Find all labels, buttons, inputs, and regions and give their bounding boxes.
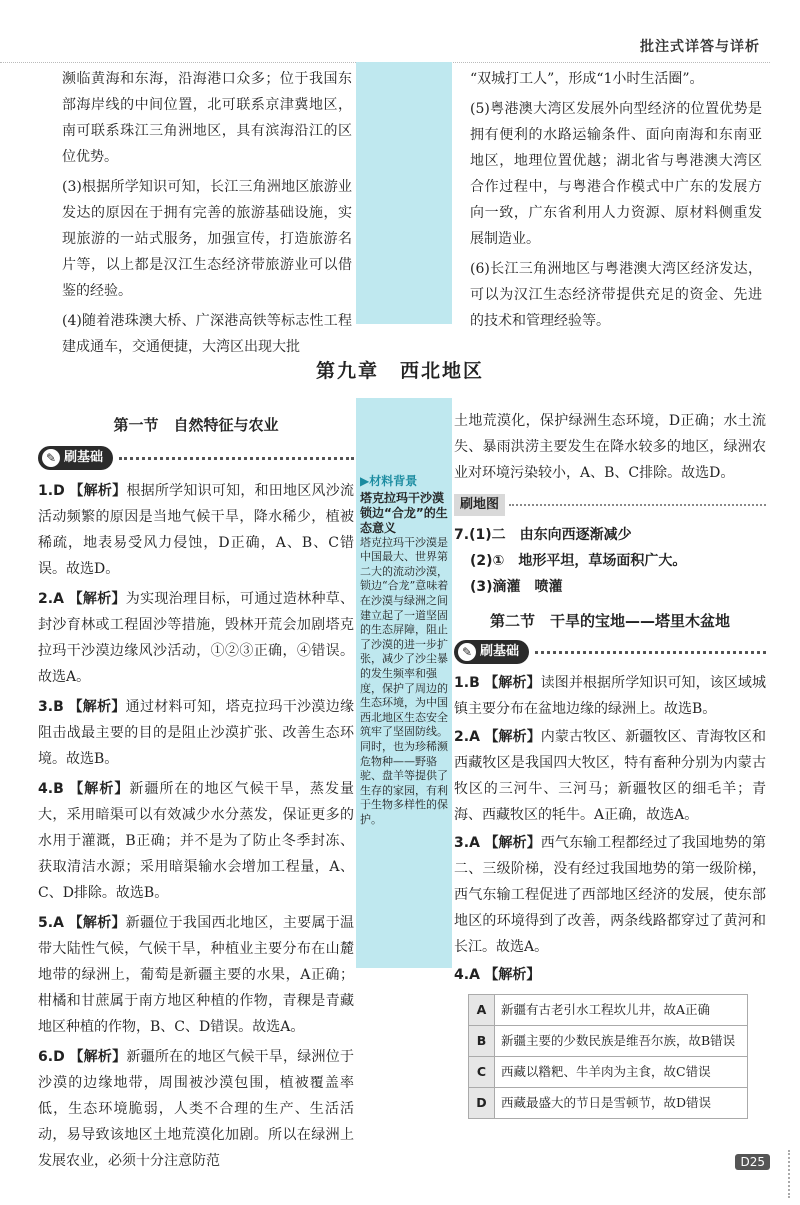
analysis-label: 【解析】 (68, 915, 126, 931)
question-number: 3. (38, 699, 54, 715)
analysis-text: 内蒙古牧区、新疆牧区、青海牧区和西藏牧区是我国四大牧区，特有畜种分别为内蒙古牧区的三河牛、三河马；新疆牧区的细毛羊；青海、西藏牧区的牦牛。A正确，故选A。 (454, 729, 767, 823)
answer-item (454, 670, 766, 722)
option-text: 西藏以糌粑、牛羊肉为主食，故C错误 (495, 1057, 748, 1088)
table-row (469, 1088, 748, 1119)
brush-icon: ✎ (458, 643, 476, 661)
question-number: 2. (38, 591, 54, 607)
badge-row (454, 638, 766, 666)
paragraph: (4)随着港珠澳大桥、广深港高铁等标志性工程建成通车，交通便捷，大湾区出现大批 (62, 313, 352, 355)
option-letter: D (469, 1088, 495, 1119)
paragraph: “双城打工人”，形成“1小时生活圈”。 (470, 71, 704, 87)
chapter-title: 第九章 西北地区 (315, 360, 484, 382)
answer-letter: A (469, 729, 480, 745)
answer-part: 地形平坦，草场面积广大。 (518, 553, 687, 569)
analysis-text: 通过材料可知，塔克拉玛干沙漠边缘阻击战最主要的目的是阻止沙漠扩张、改善生态环境。故选B。 (38, 699, 355, 767)
map-label: 刷地图 (454, 494, 505, 516)
section-title: 第二节 干旱的宝地——塔里木盆地 (489, 612, 730, 630)
analysis-label: 【解析】 (484, 967, 541, 983)
answer-part: 喷灌 (534, 579, 563, 595)
answer-part: (1)二 (469, 527, 506, 543)
answer-letter: B (53, 699, 64, 715)
map-row (454, 492, 766, 518)
answer-item (38, 1044, 354, 1174)
paragraph: (6)长江三角洲地区与粤港澳大湾区经济发达，可以为汉江生态经济带提供充足的资金、先进的技术和管理经验等。 (470, 261, 762, 329)
answer-part: (2)① (470, 553, 505, 569)
table-row (469, 995, 748, 1026)
answer-letter: A (53, 915, 64, 931)
brush-icon: ✎ (42, 449, 60, 467)
question-number: 1. (454, 675, 470, 691)
table-row (469, 1026, 748, 1057)
answer-letter: B (53, 781, 64, 797)
option-text: 新疆主要的少数民族是维吾尔族，故B错误 (495, 1026, 748, 1057)
analysis-text: 西气东输工程都经过了我国地势的第二、三级阶梯，没有经过我国地势的第一级阶梯，西气东输工程促进了西部地区经济的发展，使东部地区的环境得到了改善，两条线路都穿过了黄河和长江。故选A。 (454, 835, 767, 955)
answer-letter: A (53, 591, 64, 607)
side-note-body: 塔克拉玛干沙漠是中国最大、世界第二大的流动沙漠，锁边“合龙”意味着在沙漠与绿洲之间建立起了一道坚固的生态屏障，阻止了沙漠的进一步扩张，减少了沙尘暴的发生频率和强度，保护了周边的生态环境，为中国西北地区生态安全筑牢了坚固防线。同时，也为珍稀濒危物种——野骆驼、盘羊等提供了生存的家园，有利于生物多样性的保护。 (360, 535, 449, 826)
analysis-label: 【解析】 (484, 835, 541, 851)
header-tag: 批注式详答与详析 (640, 39, 760, 55)
analysis-text: 新疆所在的地区气候干旱，绿洲位于沙漠的边缘地带，周围被沙漠包围，植被覆盖率低，生态环境脆弱，人类不合理的生产、生活活动，易导致该地区土地荒漠化加剧。所以在绿洲上发展农业，必须十分注意防范 (38, 1049, 355, 1169)
analysis-label: 【解析】 (69, 781, 130, 797)
question-number: 1. (38, 483, 54, 499)
option-letter: A (469, 995, 495, 1026)
answer-letter: D (53, 483, 65, 499)
dotted-rule (509, 504, 766, 506)
answer-letter: A (469, 967, 480, 983)
answer-part: (3)滴灌 (470, 579, 521, 595)
side-note-title: 塔克拉玛干沙漠锁边“合龙”的生态意义 (360, 490, 448, 535)
question-number: 5. (38, 915, 54, 931)
answer-item (38, 586, 354, 690)
answer-item (454, 830, 766, 960)
option-text: 新疆有古老引水工程坎儿井，故A正确 (495, 995, 748, 1026)
analysis-label: 【解析】 (68, 591, 126, 607)
mid-strip-top (356, 62, 452, 324)
q7-line1 (454, 522, 766, 548)
q7-line3 (454, 574, 766, 600)
right-lower-column (454, 408, 766, 1119)
analysis-text: 新疆位于我国西北地区，主要属于温带大陆性气候，气候干旱，种植业主要分布在山麓地带的绿洲上，葡萄是新疆主要的水果，A正确；柑橘和甘蔗属于南方地区种植的作物，青稞是青藏地区种植的作物，B、C、D错误。故选A。 (38, 915, 355, 1035)
analysis-text: 根据所学知识可知，和田地区风沙流活动频繁的原因是当地气候干旱，降水稀少，植被稀疏，地表易受风力侵蚀，D正确，A、B、C错误。故选D。 (38, 483, 355, 577)
answer-letter: A (469, 835, 480, 851)
q7-line2 (454, 548, 766, 574)
analysis-text: 新疆所在的地区气候干旱，蒸发量大，采用暗渠可以有效减少水分蒸发，保证更多的水用于灌溉，B正确；并不是为了防止冬季封冻、获取清洁水源；采用暗渠输水会增加工程量，A、C、D排除。故选B。 (38, 781, 355, 901)
section1-column (38, 412, 354, 1174)
analysis-label: 【解析】 (484, 675, 541, 691)
shua-badge (38, 446, 113, 470)
badge-label: 刷基础 (480, 644, 520, 659)
analysis-label: 【解析】 (69, 483, 127, 499)
answer-part: 由东向西逐渐减少 (519, 527, 632, 543)
page-number: D25 (735, 1154, 770, 1170)
answer-item (454, 724, 766, 828)
answer-item (38, 910, 354, 1040)
top-left-column (62, 66, 352, 360)
option-letter: C (469, 1057, 495, 1088)
answer-letter: D (53, 1049, 65, 1065)
answer-item (38, 694, 354, 772)
paragraph: (5)粤港澳大湾区发展外向型经济的位置优势是拥有便利的水路运输条件、面向南海和东南亚地区，地理位置优越；湖北省与粤港澳大湾区合作过程中，与粤港合作模式中广东的发展方向一致，广东省利用人力资源、原材料侧重发展制造业。 (470, 101, 762, 247)
dotted-rule (119, 457, 354, 460)
paragraph: (3)根据所学知识可知，长江三角洲地区旅游业发达的原因在于拥有完善的旅游基础设施，实现旅游的一站式服务，加强宣传，打造旅游名片等，以上都是汉江生态经济带旅游业可以借鉴的经验。 (62, 179, 352, 299)
question-number: 7. (454, 527, 470, 543)
badge-row (38, 444, 354, 472)
question-number: 6. (38, 1049, 54, 1065)
table-row (469, 1057, 748, 1088)
question-number: 4. (454, 967, 470, 983)
option-text: 西藏最盛大的节日是雪顿节，故D错误 (495, 1088, 748, 1119)
paragraph: 濒临黄海和东海，沿海港口众多；位于我国东部海岸线的中间位置，北可联系京津冀地区，南可联系珠江三角洲地区，具有滨海沿江的区位优势。 (62, 71, 352, 165)
question-number: 2. (454, 729, 470, 745)
option-letter: B (469, 1026, 495, 1057)
answer-item (38, 776, 354, 906)
badge-label: 刷基础 (64, 450, 104, 465)
answer-item (454, 962, 766, 988)
answer-item (38, 478, 354, 582)
side-note (360, 474, 450, 827)
question-number: 3. (454, 835, 470, 851)
answer-letter: B (469, 675, 480, 691)
dotted-rule (535, 651, 766, 654)
analysis-text: 为实现治理目标，可通过造林种草、封沙育林或工程固沙等措施，毁林开荒会加剧塔克拉玛干沙漠边缘风沙活动，①②③正确，④错误。故选A。 (38, 591, 355, 685)
corner-dots (778, 1150, 790, 1198)
analysis-label: 【解析】 (484, 729, 541, 745)
analysis-label: 【解析】 (68, 699, 126, 715)
continued-text: 土地荒漠化，保护绿洲生态环境，D正确；水土流失、暴雨洪涝主要发生在降水较多的地区，绿洲农业对环境污染较小，A、B、C排除。故选D。 (454, 413, 766, 481)
section-title: 第一节 自然特征与农业 (113, 416, 279, 434)
top-right-column (470, 66, 762, 334)
side-note-head: ▶材料背景 (360, 474, 418, 488)
analysis-text: 读图并根据所学知识可知，该区域城镇主要分布在盆地边缘的绿洲上。故选B。 (454, 675, 767, 717)
question-number: 4. (38, 781, 54, 797)
analysis-label: 【解析】 (69, 1049, 127, 1065)
options-table (468, 994, 748, 1119)
shua-badge (454, 640, 529, 664)
